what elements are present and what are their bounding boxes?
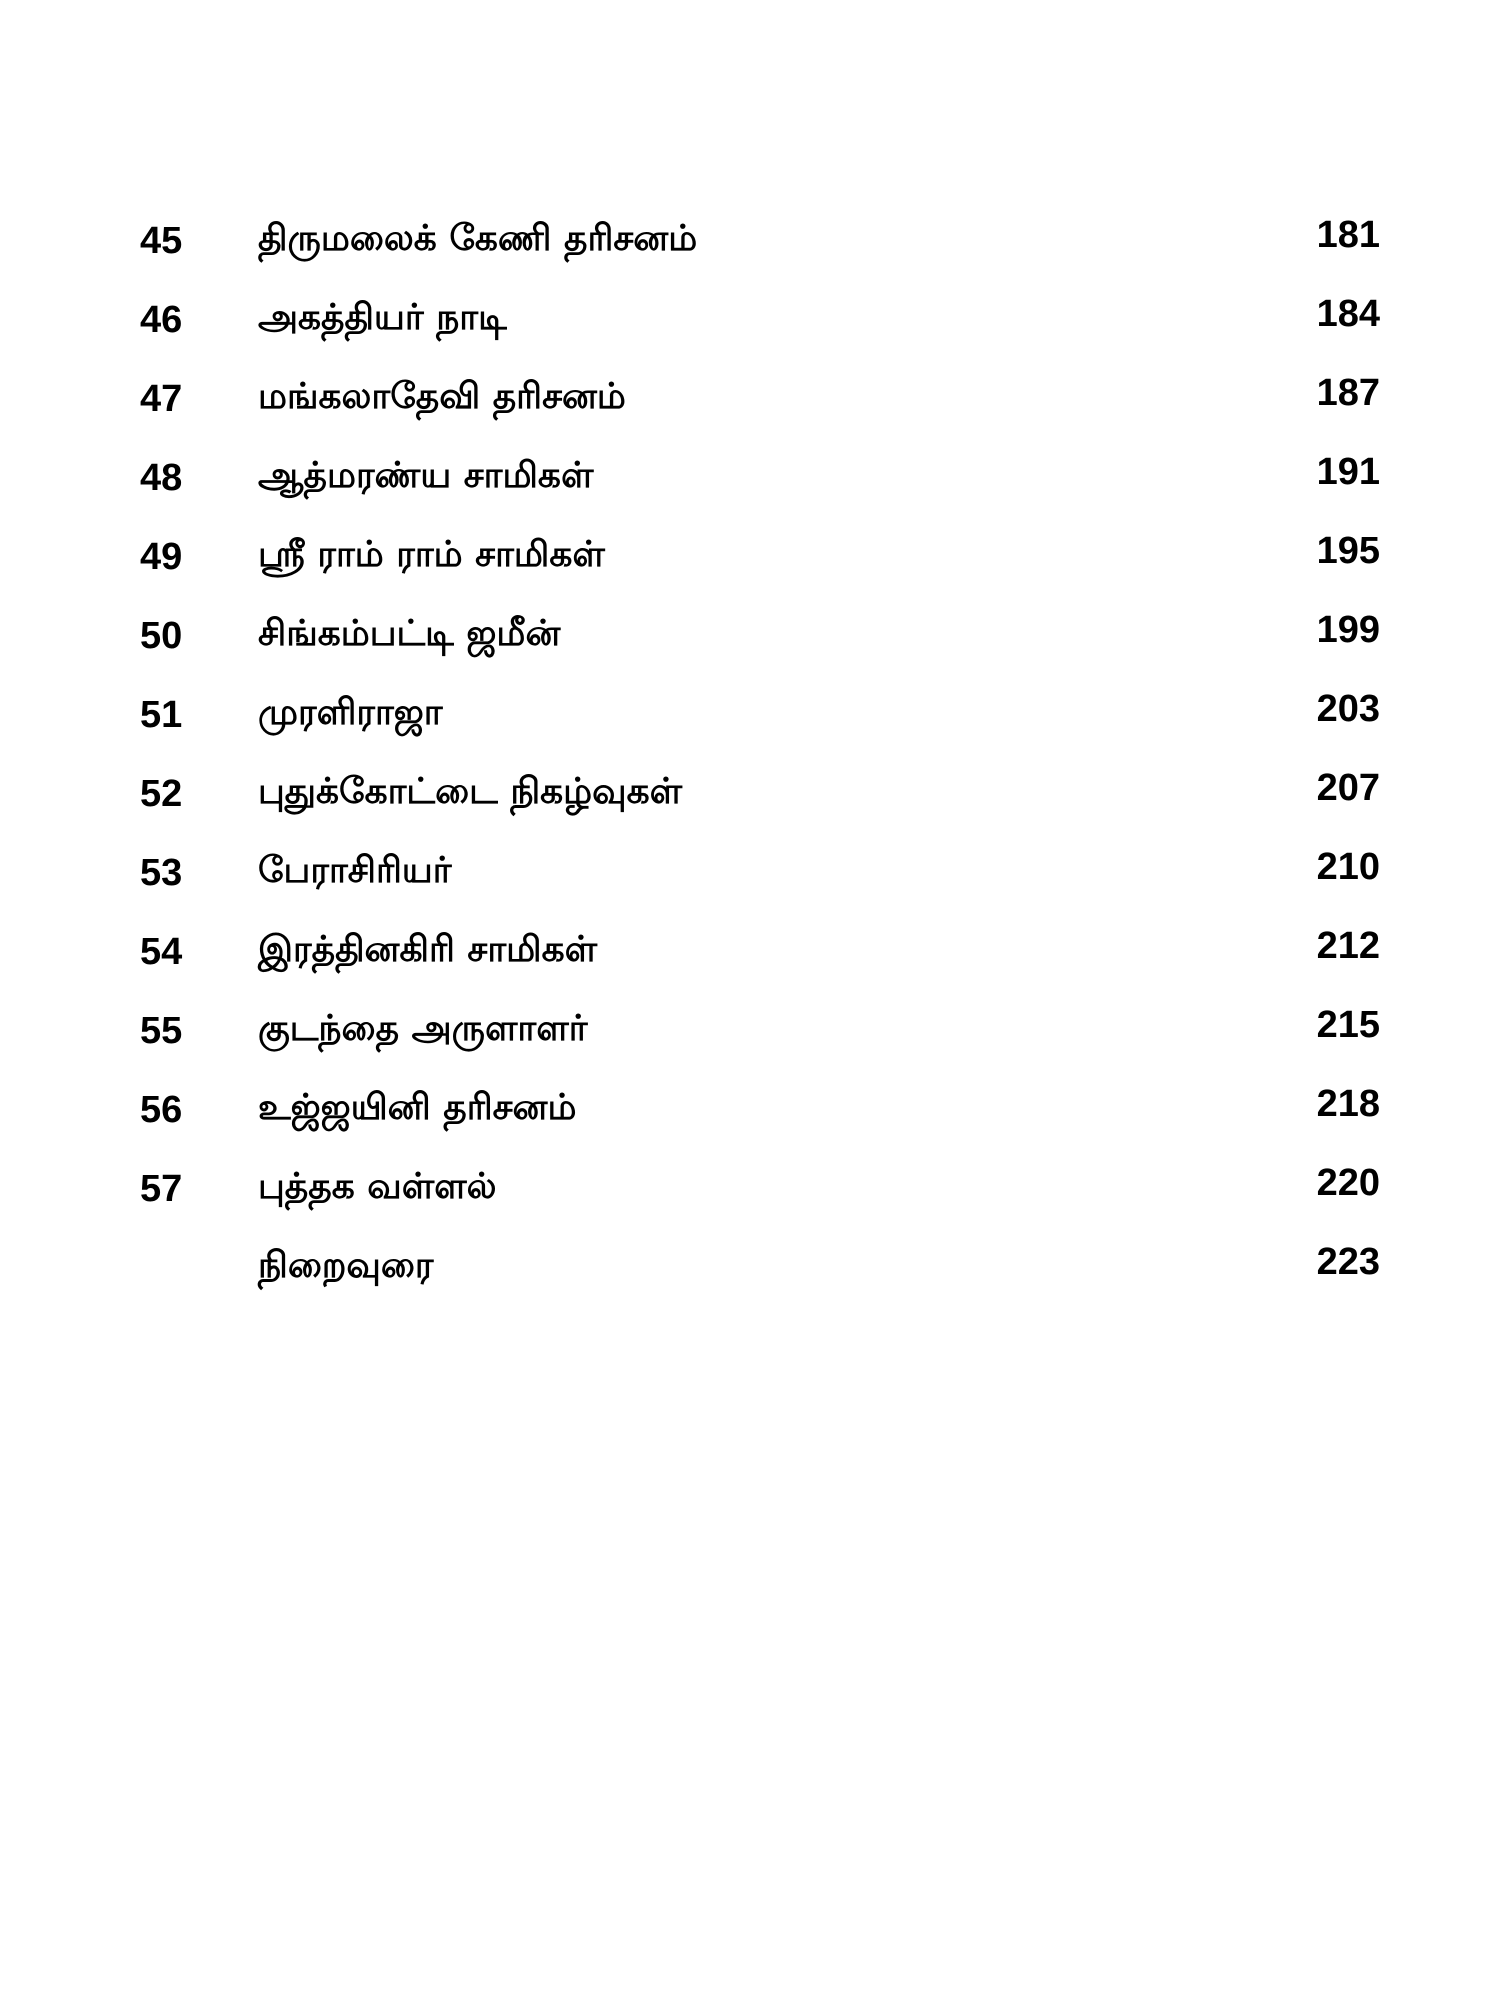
toc-entry bbox=[140, 210, 1380, 289]
chapter-number: 56 bbox=[140, 1089, 183, 1131]
chapter-title: புத்தக வள்ளல் bbox=[258, 1166, 497, 1207]
page-number: 187 bbox=[1316, 372, 1380, 414]
chapter-title: ஆத்மரண்ய சாமிகள் bbox=[258, 455, 594, 496]
page-number: 218 bbox=[1316, 1083, 1380, 1125]
chapter-title: உஜ்ஜயினி தரிசனம் bbox=[258, 1087, 577, 1128]
toc-entry bbox=[140, 289, 1380, 368]
chapter-number: 50 bbox=[140, 615, 183, 657]
chapter-number: 55 bbox=[140, 1010, 183, 1052]
page-number: 223 bbox=[1316, 1241, 1380, 1283]
chapter-number: 47 bbox=[140, 378, 183, 420]
toc-entry bbox=[140, 1079, 1380, 1158]
chapter-title: முரளிராஜா bbox=[258, 692, 443, 733]
chapter-number: 57 bbox=[140, 1168, 183, 1210]
page-number: 210 bbox=[1316, 846, 1380, 888]
chapter-title: மங்கலாதேவி தரிசனம் bbox=[258, 376, 626, 417]
chapter-number: 52 bbox=[140, 773, 183, 815]
toc-entry bbox=[140, 1237, 1380, 1316]
toc-entry bbox=[140, 684, 1380, 763]
page-number: 181 bbox=[1316, 214, 1380, 256]
chapter-number: 46 bbox=[140, 299, 183, 341]
page-number: 220 bbox=[1316, 1162, 1380, 1204]
chapter-number: 48 bbox=[140, 457, 183, 499]
page-number: 191 bbox=[1316, 451, 1380, 493]
page-number: 215 bbox=[1316, 1004, 1380, 1046]
chapter-number: 54 bbox=[140, 931, 183, 973]
toc-entry bbox=[140, 1000, 1380, 1079]
chapter-title: திருமலைக் கேணி தரிசனம் bbox=[258, 218, 698, 259]
toc-entry bbox=[140, 842, 1380, 921]
chapter-number: 49 bbox=[140, 536, 183, 578]
chapter-title: நிறைவுரை bbox=[258, 1245, 434, 1286]
toc-entry bbox=[140, 763, 1380, 842]
toc-entry bbox=[140, 605, 1380, 684]
toc-entry bbox=[140, 447, 1380, 526]
chapter-number: 53 bbox=[140, 852, 183, 894]
page-number: 195 bbox=[1316, 530, 1380, 572]
chapter-title: இரத்தினகிரி சாமிகள் bbox=[258, 929, 598, 970]
page-number: 199 bbox=[1316, 609, 1380, 651]
page-number: 184 bbox=[1316, 293, 1380, 335]
page-number: 203 bbox=[1316, 688, 1380, 730]
table-of-contents bbox=[140, 210, 1380, 1316]
toc-entry bbox=[140, 921, 1380, 1000]
page-number: 207 bbox=[1316, 767, 1380, 809]
chapter-title: பேராசிரியர் bbox=[258, 850, 452, 891]
chapter-title: சிங்கம்பட்டி ஜமீன் bbox=[258, 613, 561, 654]
page-number: 212 bbox=[1316, 925, 1380, 967]
chapter-title: புதுக்கோட்டை நிகழ்வுகள் bbox=[258, 771, 683, 812]
chapter-number: 51 bbox=[140, 694, 183, 736]
chapter-number: 45 bbox=[140, 220, 183, 262]
toc-entry bbox=[140, 368, 1380, 447]
chapter-title: அகத்தியர் நாடி bbox=[258, 297, 507, 338]
chapter-title: ஸ்ரீ ராம் ராம் சாமிகள் bbox=[258, 534, 605, 575]
toc-entry bbox=[140, 526, 1380, 605]
toc-entry bbox=[140, 1158, 1380, 1237]
chapter-title: குடந்தை அருளாளர் bbox=[258, 1008, 588, 1049]
